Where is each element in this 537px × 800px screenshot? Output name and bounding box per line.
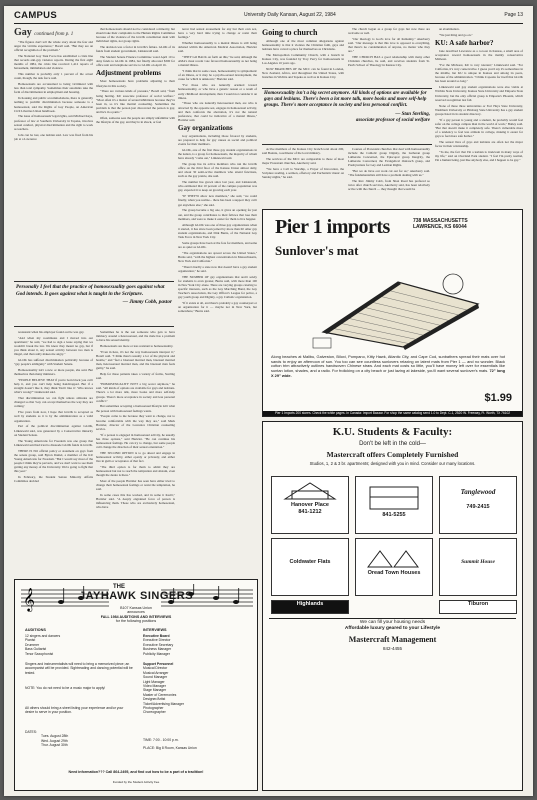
paragraph: "Our theology is God's love for all humanity," Akerberry said. "Our message is that this love is opposed to everything, that there's no condemnation of anyone, no matter who they are."	[348, 36, 430, 54]
pull-quote-byline: — Jimmy Cobb, pastor	[122, 299, 172, 306]
church-story-column-1b	[262, 147, 344, 205]
sterling-pull-quote: Homosexuality isn't a big secret anymore. All kinds of options are available for gays and lesbians. There's been a lot more talk, more books and more self-help groups. There's more acceptance in society and less personal conflict. — Stan Sterling, associate professor of social welfare	[264, 91, 430, 123]
ku-ad-bottom-line1: We can fill your housing needs	[359, 620, 426, 625]
paragraph: The group has its active members who run the GLOK office on the third floor of the Kansas Union almost daily, and about 30 semi-active members who attend functions, such as the gay prairie, she said.	[178, 162, 257, 179]
ku-ad-offer: Mastercraft offers Completely Furnished	[326, 450, 459, 459]
paragraph: The group became a big one, it gives an opening for just out, and the group contributes to their fellows that lose their members, and were to make it easier for them to live happier.	[178, 208, 257, 221]
paragraph: "IF THEY'D allow new members," she said, "we could finally, when you realize... there has been a support they can't get anywhere else," she said.	[178, 194, 257, 207]
gay-headline: Gay continued from p. 1	[14, 27, 74, 38]
ku-ad-headline: K.U. Students & Faculty:	[332, 426, 453, 438]
paragraph: Courses of Protestant churches that deal with homosexuality include the Catholic group Dignity, the Lutheran group Lutherans Concerned, the Episcopal group Integrity, the Lutherans Concerned, the Evangelical Outreach group, and Presbyterians for Gay and Lesbian Rights.	[348, 147, 430, 168]
paragraph: Linkiewald said gay student organizations were also viable at Wichita State University, Kansas State University and Emporia State University, but the only official group is Emporia's Phoenix, which reserved recognition last fall.	[435, 85, 523, 102]
paragraph: The National Gay Task Force has established a crisis line that records anti-gay violence reports. During the first eight months of 1984, the crisis line received 1,412 reports of harassment, intimidation and violence.	[14, 54, 93, 71]
paragraph: "There's hardly a state now that doesn't have a gay student organization," he said.	[178, 264, 257, 273]
hanover-place-tile: Hanover Place 841-1212	[271, 476, 349, 534]
paragraph: Although GLOK was one of three gay organizations when it started, it has since been joined by more than 60 other gay student organizations, and Dirk Burns, of the National Gay Task Force in New York City.	[178, 222, 257, 239]
divider	[262, 144, 432, 145]
building-icon	[364, 481, 424, 511]
paragraph: Homosexuals are more or less resistant to homosexuality.	[100, 344, 174, 349]
sunlover-mat-illustration	[303, 262, 488, 350]
divider	[262, 88, 432, 89]
interview-time: TIME: 7:00 - 10:00 p.m.	[143, 738, 179, 742]
paragraph: Often, someone sees the people are simply unfamiliar with the lifestyle of the gay, and they're in shock, or feel	[96, 115, 175, 124]
paragraph: The decision was a factor in GLOK's failure. GLOK of its funds from student government, Linkiewald said.	[96, 45, 175, 54]
paragraph: never had sexual arousement for any but their own sex, have a very hard time trying to change or resist their feelings."	[178, 27, 257, 40]
mastercraft-advertisement	[262, 421, 523, 791]
jayhawk-funded: Funded by the Student Activity Fee	[112, 780, 160, 784]
coldwater-flats-tile: Coldwater Flats	[271, 538, 349, 596]
paragraph: "The third option is for them to admit they are homosexual but not to reach the temptation and abstain, even though the desire is there."	[96, 464, 175, 478]
paragraph: restaurant when his employer found out he was gay.	[18, 330, 85, 334]
paragraph: Most of the people Hartzler has seen have either tried to change their homosexual feelings or resist the temptation, he said.	[96, 478, 175, 492]
paragraph: The sexual lives of gays and lesbians are often not the major factor in their relationship.	[435, 139, 523, 148]
paragraph: Active members of the Kansas City branch total about 200, said Bonnie, coordinator of the local ministry.	[262, 147, 344, 156]
dateline: University Daily Kansan, August 22, 1984	[244, 12, 336, 18]
jayhawk-title-the: THE	[113, 584, 125, 590]
paragraph: Part of the political discrimination against GLOK, Linkiewald said, was generated by a Conservative minority on Student Senate.	[14, 424, 93, 437]
building-icon	[280, 481, 340, 501]
support-personnel-list: Support Personnel Musical Director Musical Arranger Sound Manager Light Manager Video Manager Stage Manager Master of Ceremonies Designer/Artist Ticket/Advertising Manager Photographer Choreographer	[143, 662, 184, 715]
ku-ad-tagline: Don't be left in the cold—	[359, 441, 426, 447]
pier1-logo: Pier 1 imports	[275, 216, 390, 238]
pull-quote-byline: — Stan Sterling,	[395, 111, 430, 117]
paragraph: This number is probably only 1 percent of the actual count, though, the task force said.	[14, 72, 93, 81]
paragraph: "The figures don't tell the whole story about the fear and anger the victims experience," Borell said. "But they are an official recognition of the problem."	[14, 40, 93, 53]
apartment-tile-2: 841-5255	[355, 476, 433, 534]
auditions-list: 12 singers and dancers Pianist Drummer Bass Guitarist Tenor Saxophonist	[25, 634, 61, 656]
pier1-description: Along beaches at Malibu, Galveston, Biloxi, Pompano, Kitty Hawk, Atlantic City, and Cape Cod, sunbathers spread their mats over hot sands to enjoy an afternoon of sun. You too can see countless sunlovers relaxing on latent mats from Pier 1 — and no wonder. Black cotton trim attractively outlines handwoven Chinese straw. And each mat costs so little, you'll have money left over for essentials like suntan lotion, shades, and a radio. For frolicking on a city beach or just lazing at lakeside, you'll want several sunlover's mats. 72" long X 29" wide.	[271, 354, 505, 378]
paragraph: Homosexuality isn't a new or more people, she said. But themselves than many ministers.	[14, 368, 93, 377]
paragraph: In some cases this has worked, and in some it hasn't," Hartzler said. "A deeply engrained force of person is influencing them. Those who are exclusively homosexual, who have	[96, 493, 175, 510]
divider	[269, 618, 516, 619]
paragraph: Jobs can be lost, one lesbian said. Law was fired from his job at a Lawrence	[14, 132, 93, 141]
paragraph: "The organizations are spread across the United States," Burns said, "with the highest concentration in Massachusetts, New York and California."	[178, 250, 257, 263]
summit-house-tile: Summit House	[439, 538, 517, 596]
townhouse-icon	[364, 543, 424, 569]
paragraph: Most homosexuals have problems adjusting to their lifestyles in this society.	[96, 79, 175, 88]
paragraph: Five years from now, I hope that GLOK is accepted as well by students as it is by the administration as a valid organization.	[14, 410, 93, 423]
paragraph: "But we do have our work cut out for us," Akerberry said. "The fundamentalists still have a problem dealing with us."	[348, 169, 430, 178]
paragraph: The Student Senate Finance Committee voted April 10 to deny funds to GLOK in 1984, but finally allocated $300 for office rent and telephone service to GLOK on April 16.	[96, 55, 175, 68]
subhead-adjustment: Adjustment problems	[96, 69, 162, 78]
church-story-column-2b	[348, 147, 430, 205]
ku-ad-phone: 842-4455	[382, 646, 403, 651]
paragraph: Although one of the most common allegations against homosexuality is that it violates the Christian faith, gays and lesbians have carved a place for themselves as Christians.	[262, 39, 344, 52]
pier1-headline: Sunlover's mat	[275, 243, 359, 258]
paragraph: "To me, the fact that I'm a lesbian is irrelevant in many ways of my life," said an Overland Park student. "I feel I'm pretty normal, I'm a human being, just like anybody else, and I happen to be gay."	[435, 149, 523, 163]
executive-board-list: Executive Board Executive Director Executive Secretary Business Manager Publicity Manager	[143, 634, 174, 656]
paragraph: Jane described Lawrence as a cocoon in Kansas, a small area of acceptance toward homosexuals in the mainly conservative Midwest.	[435, 48, 523, 62]
church-headline: Going to church	[262, 28, 318, 37]
paragraph: "We just thing and go on."	[439, 32, 473, 37]
paragraph: Sometimes he is the son someone who gets to have intimacy around a heterosexual, and the male has a problem to have his sexual identity.	[96, 330, 175, 343]
subhead-gay-organizations: Gay organizations	[178, 123, 233, 132]
paragraph: Help for these patients takes a variety of forms, Sterling said.	[96, 372, 175, 381]
paragraph: The Young Americans for Freedom was one group that Linkiewald said had tried to dissuade GLOK funds in GLOK.	[14, 438, 93, 447]
paragraph: "THEY GO BACK on forth on this," he said, although the AMA's most recent vote favored homosexuality as not being a mental illness.	[178, 55, 257, 68]
ku-ad-management: Mastercraft Management	[348, 635, 437, 644]
paragraph: that homosexuals should not be considered a minority, but should take their complaints to the Human Rights Committee because of the violence of the GLOK constitution dealt with individual rights, not group rights.	[96, 27, 175, 44]
paragraph: In February, the Student Senate Minority Affairs Committee decided	[14, 474, 93, 483]
paragraph: "And when my roommates and I moved into our apartment," he said, "we had to sign a lease saying that we wouldn't break the law. We knew they meant no gay, but if you think about it, any sexual activity between two men is illegal, and that really makes me angry."	[14, 335, 93, 357]
tiburon-tile: Tiburon	[439, 600, 517, 614]
paragraph: Some groups have been at the fore for members, and some are as quiet as GLOK.	[178, 240, 257, 249]
paragraph: The church began as a group for gays but now there are welcome as well.	[348, 27, 430, 36]
paragraph: Gay organizations, including those favored by students, are prepared to help for gay causes as social and political events for their members.	[178, 133, 257, 147]
pier1-footer: Pier 1 Imports 200 stores. Check the white pages. In Canada: Import Bazaar. For shop the same catalog send 1.0 to Dept. C-1, 2520 W. Freeway, Ft. Worth, TX 76102	[263, 411, 522, 416]
paragraph: The Metropolitan Community Church, with a branch in Kansas City, was founded by Troy Perry for homosexuals in Los Angeles 16 years ago.	[262, 53, 344, 66]
divider	[14, 326, 174, 327]
newspaper-page	[4, 6, 533, 796]
ku-ad-bottom-line2: Affordable luxury geared to your Lifestyle	[344, 626, 441, 631]
paragraph: "If a gay person is young and a student, he probably would feel safer on the college campus than in the world of work," Bailey said. "But that doesn't make it completely safe. There's vulnerable more of a tendency to feel less attitude in college, making it easier for gays to feel more safe harbor."	[435, 117, 523, 138]
section-label: CAMPUS	[14, 10, 57, 21]
paragraph: The issue of homosexuals' legal rights, said Michael Kaye, professor of law at Southern University in Topeka, involves sexual conduct, physical discrimination and the right to work as teachers.	[14, 114, 93, 131]
paragraph: GLOK has suffered discrimination politically because of "gay people's ambiguity" with Student Senate.	[14, 358, 93, 367]
paragraph: THE NUMBER OF gay organizations that aren't solely for students is even greater, Burns said, with more than 100 in New York City alone. There are varying groups catering to specific interests, such as the Gay Marching Band, the Gay Teacher's Association, the Gay Officer's League for police, a gay youth group and Dignity, a gay Catholic organization.	[178, 274, 257, 300]
paragraph: In housing and public accommodations, there is generally nothing to prohibit discrimination because someone is a homosexual, said the Rights of Gay People, an American Civil Liberties Union handbook.	[14, 96, 93, 113]
paragraph: "If it exists at all, and there's probably a gay counterpart or an organization for it — maybe not in New York, but somewhere," Burns said.	[178, 301, 257, 314]
gay-story-column-1	[14, 27, 93, 279]
pier1-advertisement	[262, 209, 523, 417]
pier1-price: $1.99	[484, 392, 512, 404]
gay-story-column-1b	[14, 330, 93, 575]
interview-place: PLACE: Big 8 Room, Kansas Union	[143, 746, 197, 750]
gay-story-column-2	[96, 27, 175, 279]
paragraph: "HOMOSEXUALITY ISN'T a big secret anymore," he said. "All kinds of options are available for gays and lesbians. There's a lot more talk, more books and more self-help groups. There's more acceptance in society and less personal conflict."	[96, 382, 175, 403]
cobb-pull-quote: Personally I feel that the practice of homosexuality goes against what God intends. It goes against what is taught in the Scripture. — Jimmy Cobb, pastor	[16, 284, 172, 306]
paragraph: THERE IS NO official policy or statement on gays from the senate group, said Byron Daniel, a member of the KU Young Americans for Freedom. "But I would say most of the people I think they're perverts, and we don't want to see them getting any money of the University. We're going to fight that this year."	[14, 448, 93, 473]
paragraph: None of these three universities or Fort Hays State University, Washburn University or Pittsburg State University has a gay student groups listed in its student directory.	[435, 103, 523, 116]
paragraph: The Rev. Jimmy Cobb, from Shon Road has prefaced so twice after church services, Akerberry said, has been relatively active with the church — they thought that would be	[348, 179, 430, 192]
pier1-address: 738 MASSACHUSETTS LAWRENCE, KS 66044	[413, 218, 468, 230]
auditions-heading: AUDITIONS	[25, 628, 46, 632]
ku-safe-harbor-column	[435, 27, 523, 207]
paragraph: "If a person is engaged in homosexual activity, he usually has three options," said Hartzler. "He can continue his homosexual feelings. He can try to change, but some people can't change the direction of their sexual orientation."	[96, 432, 175, 449]
paragraph: THE SECOND OPTION is to go ahead and engage in homosexual activity, either openly or privately, and either live in guilt or acceptance of that fact.	[96, 450, 175, 463]
paragraph: "We have a Call to Worship, a Prayer of Invocation, the Scripture reading, a sermon, offertory and Eucharistic music on Sunday nights," he said.	[262, 166, 344, 180]
tanglewood-tile: Tanglewood 749-2415	[439, 476, 517, 534]
paragraph: Homosexuals are accustomed to being victimized with less than total sympathy. Sometimes their assailants take the form of discrimination in employment and housing.	[14, 82, 93, 95]
svg-text:𝄞: 𝄞	[23, 587, 35, 611]
audition-dates: DATES: Tues. August 28th Wed. August 29th Thur. August 30th	[25, 730, 69, 748]
paragraph: The services of the MCC are comparable to those of most major Protestant churches, Akerberry said.	[262, 156, 344, 166]
singers-note: Singers and instrumentalists will need to bring a memorized piece; an accompanist will be provided. Sightreading and dancing potential will be tested.	[25, 662, 133, 675]
paragraph: GLOK, one of the first three gay student organizations in the nation, is a group for homosexuals, the majority of whom have already "come out," Linkiewald said.	[178, 148, 257, 161]
jayhawk-info: Need information??? Call 864-2495, and find out how to be a part of a tradition!	[68, 770, 204, 774]
music-note: NOTE: You do not need to be a music major to apply!	[25, 686, 106, 690]
paragraph: That discrimination we can fight unless attitudes are changed so that 'Gay can accept themselves the way they are coming.'	[14, 396, 93, 409]
all-others-note: All others should bring a sheet listing your experience and/or your desire to serve in your position.	[25, 706, 124, 715]
gay-story-column-2b	[96, 330, 175, 575]
divider	[14, 281, 174, 282]
interviews-heading: INTERVIEWS	[143, 628, 167, 632]
oread-town-houses-tile: Oread Town Houses	[355, 538, 433, 596]
paragraph: "For the Midwest, KU is very tolerant," Linkiewald said. "For California, it's very conservative. I guess you'd say it's somewhere in the middle, but KU is unique in Kansas and among its peers, because of the administration. "I think it speaks for itself that GLOK has been around so long."	[435, 63, 523, 84]
paragraph: "People come to me because they want to change, not to become comfortable with the way they are," said Mark Hartzler, director of the Lawrence Christian counseling service.	[96, 414, 175, 431]
subhead-ku-safe-harbor: KU: A safe harbor?	[435, 38, 494, 47]
highlands-tile: Highlands	[271, 600, 349, 614]
jayhawk-title: JAYHAWK SINGERS	[78, 590, 194, 602]
paragraph: "Even in here, it's not the way homosexuals interpret it," Borell said. "I think there's usually a lot of the physical and hostile," and "feel a bisexual married man, bisexual married man, heterosexual married man, and the bisexual man feels guilty," he said.	[96, 349, 175, 371]
paragraph: Whether homosexuality is a mental illness is still being debated within the American Medical Association, Hartzler said.	[178, 41, 257, 54]
paragraph: The number has grown since last year, and Linkiewald, who estimated that 10 percent of the campus population was gay, expected it to keep on growing each year.	[178, 180, 257, 193]
paragraph: an abomination.	[439, 27, 460, 31]
ku-ad-units: Studios, 1, 2 & 3 br. apartments; designed with you in mind. Consider our many locations.	[309, 461, 476, 466]
church-story-column-2	[348, 27, 430, 87]
pull-quote-byline-title: associate professor of social welfare	[355, 117, 430, 123]
paragraph: "PEOPLE BELIEVE THAT if you're born black you can't help it, and you can't help being handicapped. But if a straight doesn't like it, they think 'Don't like it'. Who knows what's wrong?" Linkiewald said.	[14, 378, 93, 395]
page-number: Page 13	[504, 12, 523, 18]
gay-story-column-3	[178, 27, 257, 575]
paragraph: "For those who are naturally oriented toward homosexuality, or who have a genetic reason or a result of early childhood development, then I would not consider it an illness.	[178, 83, 257, 100]
page-header	[14, 10, 523, 24]
paragraph: NOW BRANCHES OF the MCC can be found in London, New Zealand, Africa, and throughout the United States, with branches in Wichita and Topeka as well as in Kansas City.	[262, 67, 344, 80]
paragraph: "Those who are naturally heterosexual men, are who is attracted by the opposite sex, engages in homosexual activity, and then confronts the aberration, it's not the natural preference, that could be indicative of a mental illness," Hartzler said.	[178, 101, 257, 122]
jayhawk-address: B107 Kansas Union announces FALL 1984 AUDITIONS AND INTERVIEWS for the following positions	[100, 606, 172, 624]
paragraph: But sometimes accepting a homosexual lifestyle isn't what the person with homosexual feelings wants.	[96, 404, 175, 413]
paragraph: "There are various kinds of pressure," Borell said, "from being hurting. KU associate professor of social welfare." "Most often it's a matter of sexual inhibitions because they've been in, so it's like marital counseling. Sometimes the problem is that the person just discovered the person is gay, and he's in a panic."	[96, 89, 175, 114]
paragraph: THE CHURCH HAS a good relationship with many other Christian churches, he said, and receives students from St. Paul's School of Theology in Kansas City.	[348, 55, 430, 68]
jayhawk-singers-advertisement	[14, 579, 258, 791]
paragraph: "I think that in some cases, homosexuality is symptomatic of an illness, or it may be a psycho-sexual development, the cause for which is unknown," Hartzler said.	[178, 69, 257, 82]
